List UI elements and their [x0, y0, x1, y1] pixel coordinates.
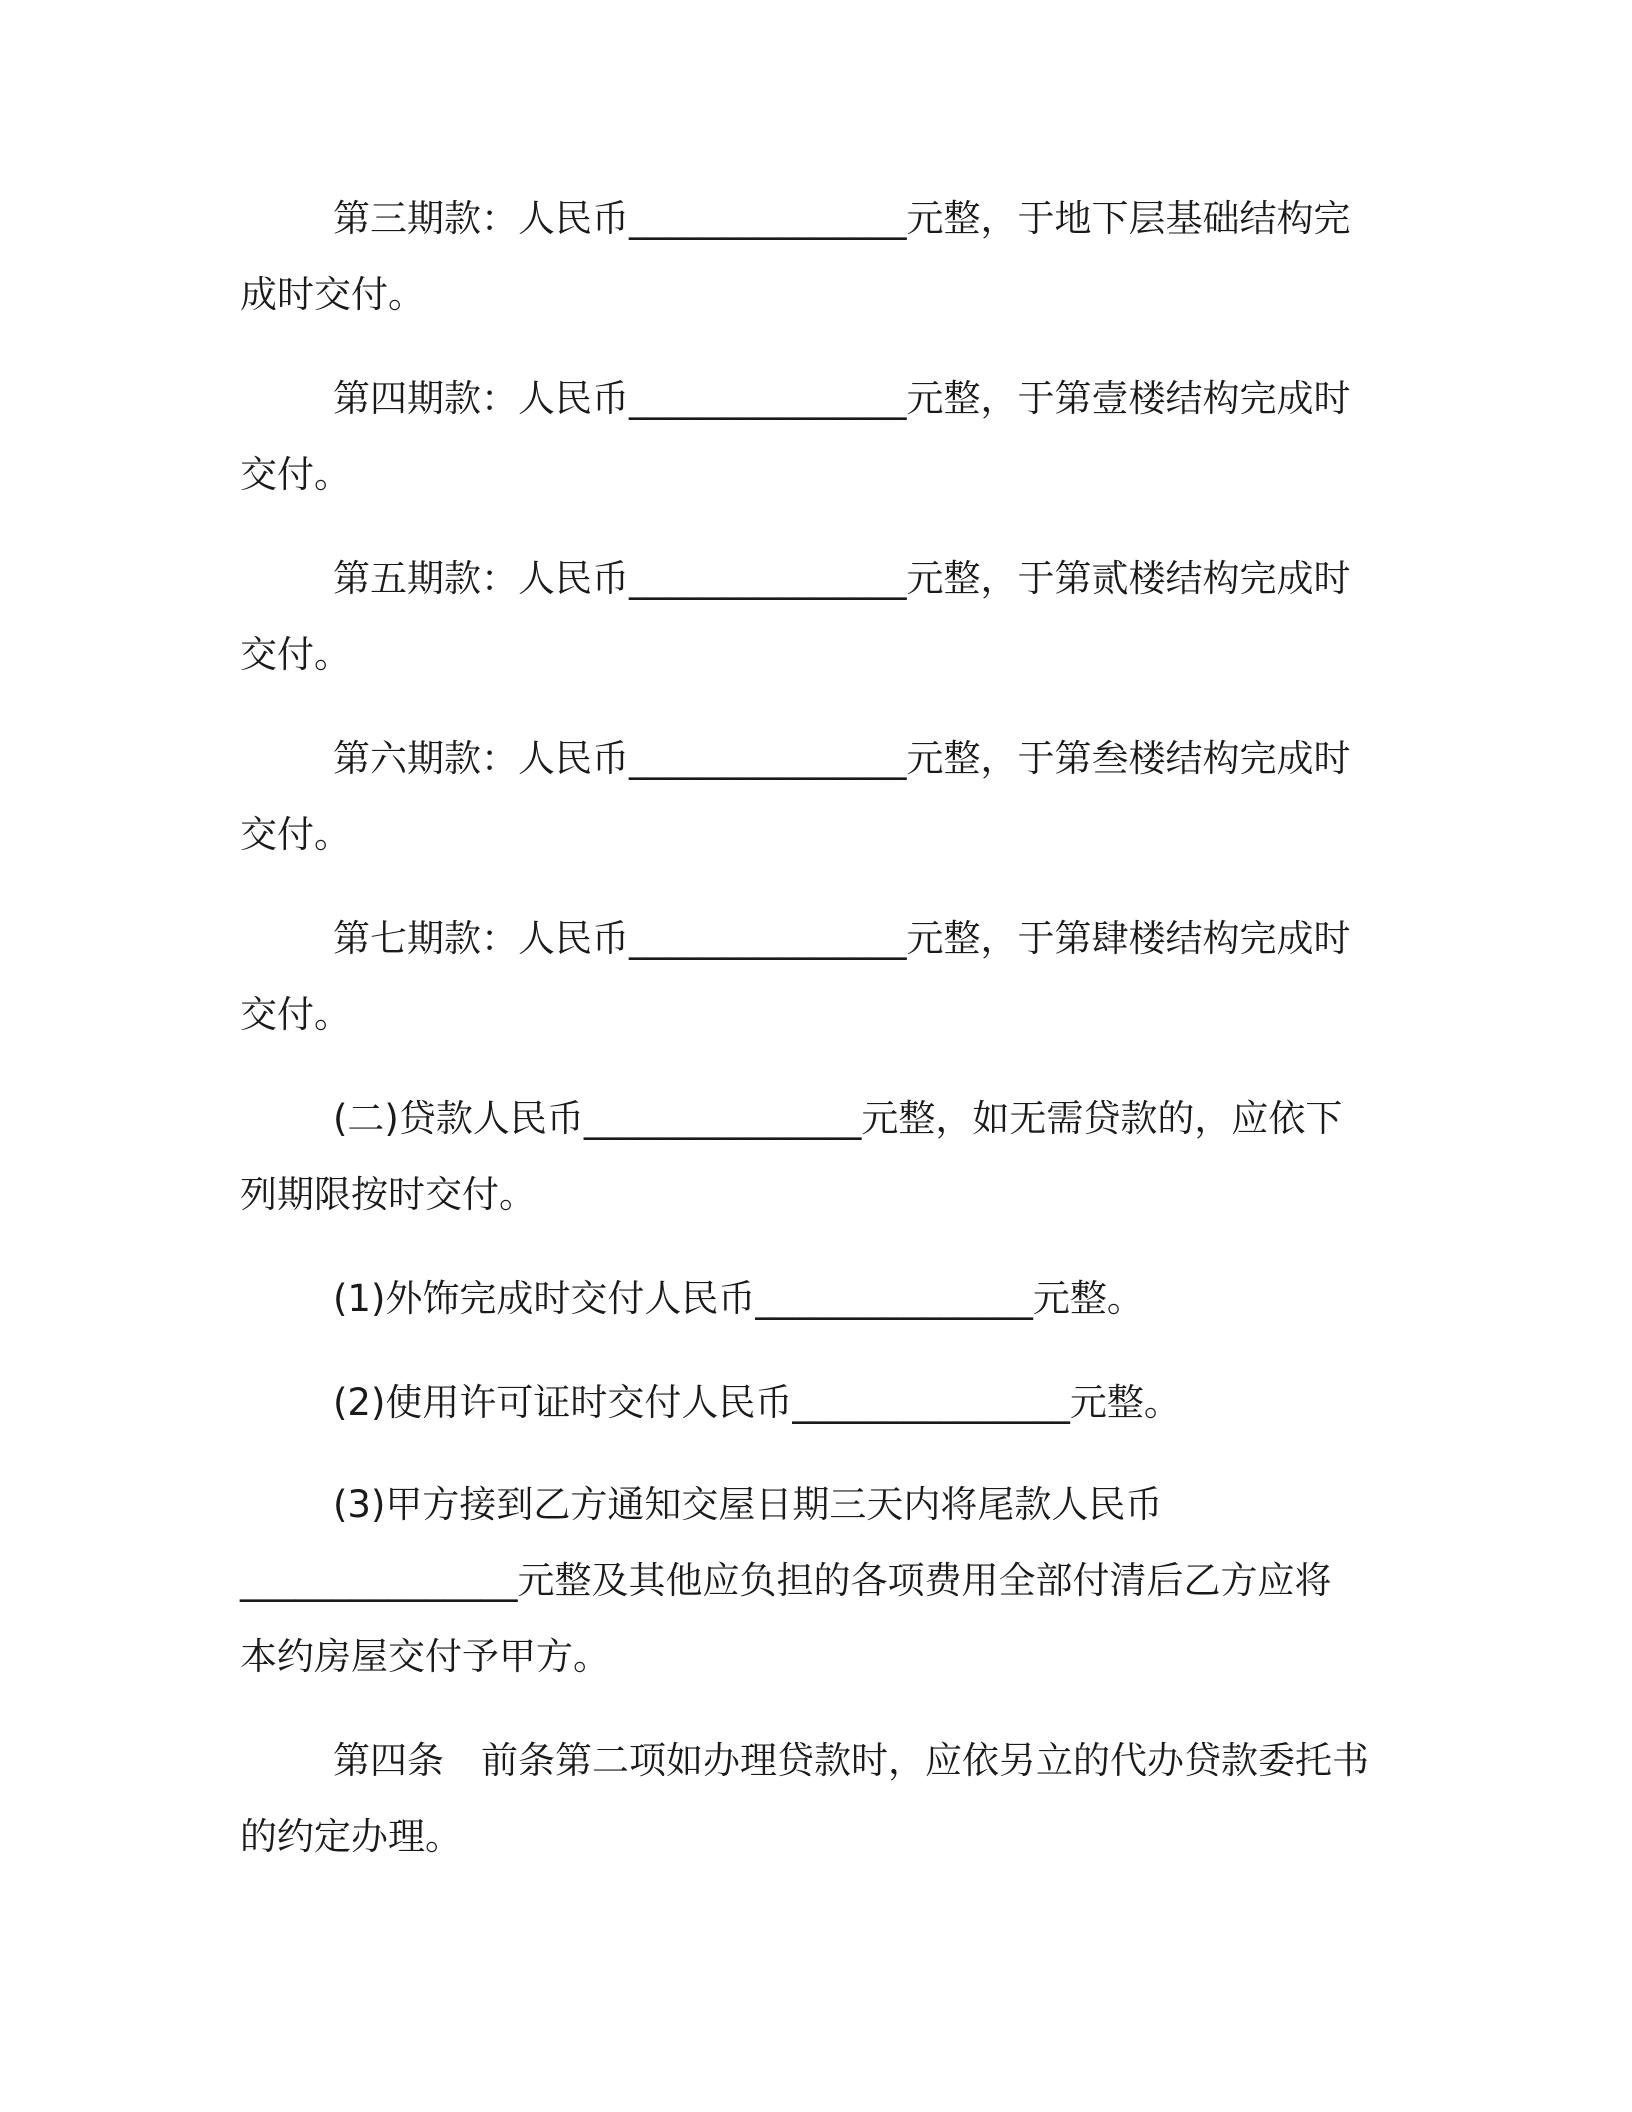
article-4-line-2: 的约定办理。: [240, 1815, 462, 1858]
loan-clause-line-2: 列期限按时交付。: [240, 1173, 536, 1216]
loan-clause-line-1: (二)贷款人民币_______________元整，如无需贷款的，应依下: [333, 1097, 1343, 1140]
installment-4-line-2: 交付。: [240, 453, 351, 496]
installment-7-line-1: 第七期款：人民币_______________元整，于第肆楼结构完成时: [333, 917, 1351, 960]
installment-6-line-1: 第六期款：人民币_______________元整，于第叁楼结构完成时: [333, 737, 1351, 780]
payment-item-3-line-3: 本约房屋交付予甲方。: [240, 1635, 610, 1678]
installment-5-line-2: 交付。: [240, 633, 351, 676]
article-4-line-1: 第四条 前条第二项如办理贷款时，应依另立的代办贷款委托书: [333, 1739, 1369, 1782]
payment-item-2: (2)使用许可证时交付人民币_______________元整。: [333, 1381, 1181, 1424]
installment-4-line-1: 第四期款：人民币_______________元整，于第壹楼结构完成时: [333, 377, 1351, 420]
payment-item-3-line-2: _______________元整及其他应负担的各项费用全部付清后乙方应将: [240, 1559, 1332, 1602]
payment-item-3-line-1: (3)甲方接到乙方通知交屋日期三天内将尾款人民币: [333, 1483, 1163, 1526]
installment-3-line-1: 第三期款：人民币_______________元整，于地下层基础结构完: [333, 197, 1351, 240]
payment-item-1: (1)外饰完成时交付人民币_______________元整。: [333, 1277, 1144, 1320]
installment-3-line-2: 成时交付。: [240, 273, 425, 316]
installment-7-line-2: 交付。: [240, 993, 351, 1036]
installment-5-line-1: 第五期款：人民币_______________元整，于第贰楼结构完成时: [333, 557, 1351, 600]
installment-6-line-2: 交付。: [240, 813, 351, 856]
